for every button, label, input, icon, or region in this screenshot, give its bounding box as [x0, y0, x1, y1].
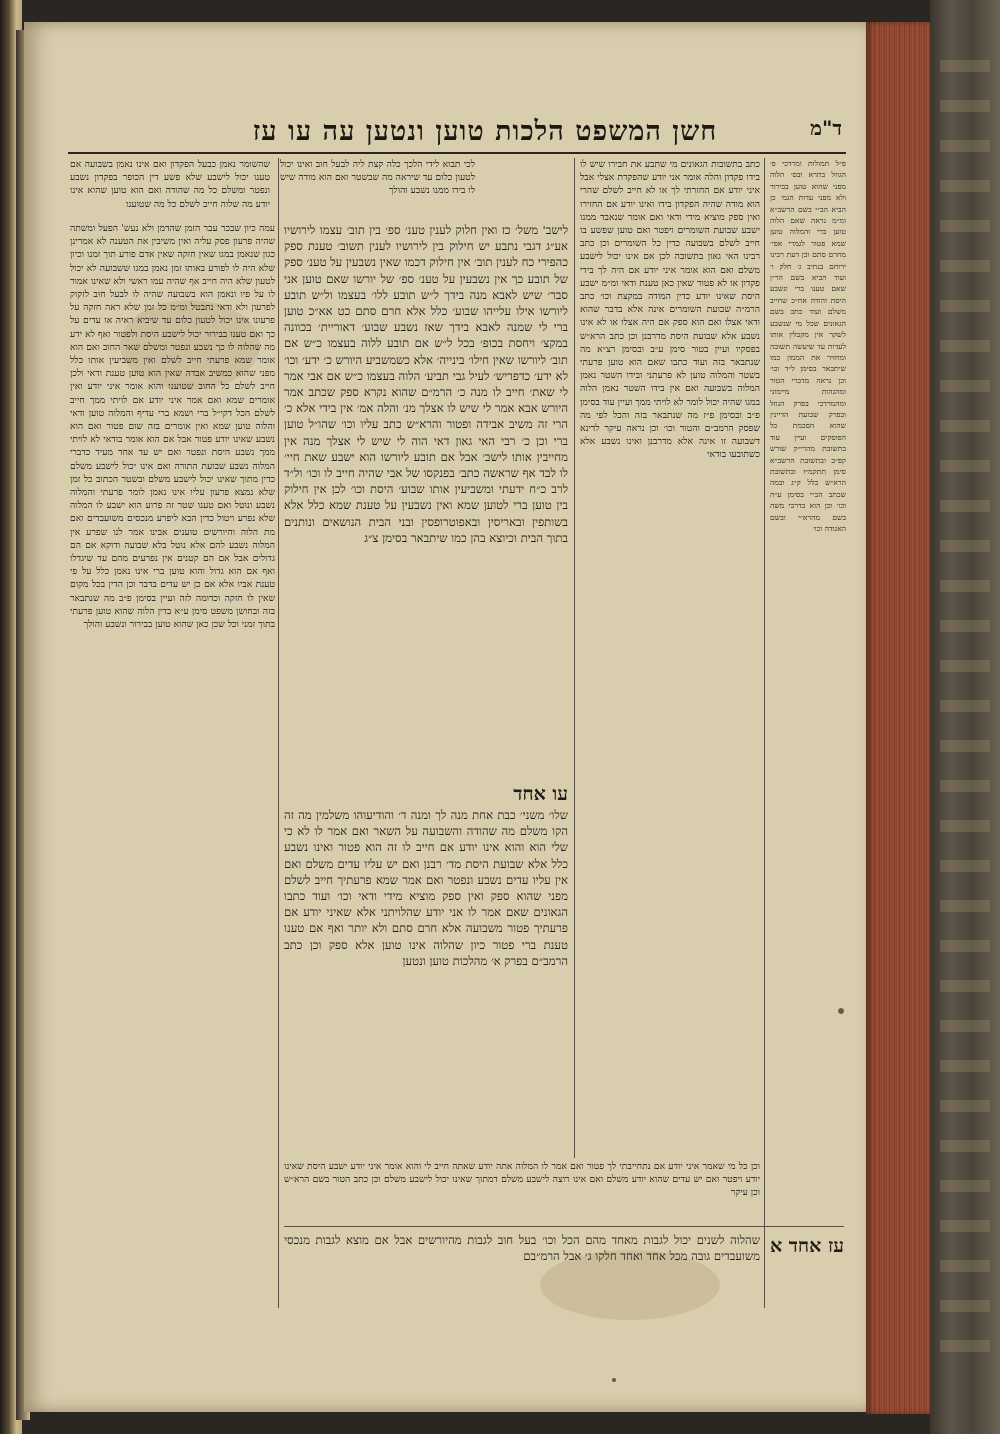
- seif-heading: עו אחד: [513, 783, 568, 805]
- marginal-gloss-column: פ״ל תמולות ומרדכי פ׳ הגוזל בתרא ובס׳ הלוה מפני שהוא טוען בבירור ולא מפני עדות הגמ׳ כן הביא הב״י בשם הרשב״א ומ״מ נראה שאם הלוה טוען ברי והמלוה טוען שמא פטור לגמרי אפי׳ מחרם סתם וכן דעת רבינו ירוחם בנתיב ג׳ חלק ו׳ ועוד הביא בשם הר״ן שאם טענו ברי ונשבע היסת והודה אח״כ שחייב משלם ועוד כתב בשם הגאונים שכל מי שנשבע לשקר אין מקבלין אותו לעדות עד שיעשה תשובה ומחזיר את הממון כמו שיתבאר בסימן ל״ד וכו׳ וכן נראה מדברי הטור ומהגהות מיימוני ומהמרדכי בפרק הגוזל ובפרק שבועת הדיינין שהוא הסכמת כל הפוסקים ועיין עוד בתשובת מהרי״ק שורש קפ״ב ובתשובת הרשב״א סימן תתקמ״ז ובתשובת הרא״ש כלל ק״ג ובמה שכתב הב״י בסימן ע״ה וכו׳ וכן הוא בדרכי משה בשם מהרא״י ובשם האגודה וכו׳: [770, 159, 846, 533]
- bottom-seif-heading: עז אחד א: [769, 1235, 844, 1257]
- commentary-left-column: עמה כיון שבכר עבר הזמן שהדמן ולא נעש' הפעל ומשתה שהיה פרעון פסק עליה ואין משיבין את הטענה לא אמרינן כגון שנאמן במגו שאין חזקה שאין אדם פורע תוך זמנו וכיון שלא היה לו לפורע באותו זמן נאמן במגו ששבועה לא יכול לטעון שלא היה חייב אף שהיה עמו ראשי ולא שאינו אמור לו על פיו ונאמן הוא בשבועה שהיה לו לבעל חוב לזקוק לפרעון ולא ודאי נתבטל ומ״מ כל זמן שלא ראה חזקה על פרעונו אינו יכול לטעון כלום עד שיביא ראיה או עדים על כך ואם טענו בבירור יכול לישבע היסת ולפטור ואף לא ידע מה שהלוה לו כך נשבע ונפטר ומשלם שאר החוב ואם הוא אומר שמא פרעתי חייב לשלם ואין משביעין אותו כלל מפני שהוא כמשיב אבדה שאין הוא טוען טענת ודאי ולכן חייב לשלם כל החוב שטוענו והוא אומר איני יודע ואין אומרים שמא ואם אמר איני יודע אם לויתי ממך חייב לשלם הכל דקי״ל ברי ושמא ברי עדיף והמלוה טוען ודאי והלוה טוען שמא ואין אומרים בזה שום פטור ואם הוא נשבע שאינו יודע פטור אבל אם הוא אומר בודאי לא לויתי ממך נשבע היסת ונפטר ואם יש עד אחד מעיד כדברי המלוה נשבע שבועת התורה ואם אינו יכול לישבע משלם כדין מתוך שאינו יכול לישבע משלם ובשטר הכתוב כל זמן שלא נמצא פרעון עליו אינו נאמן לומר פרעתי והמלוה נשבע ונוטל ואם טענו שטר זה פרוע הוא ישבע לו המלוה שלא נפרע ויטול כדין הבא ליפרע מנכסים משועבדים ואם מת הלוה והיורשים טוענים אבינו אמר לנו שפרע אין המלוה נשבע להם אלא נוטל בלא שבועה ודוקא אם הם גדולים אבל אם הם קטנים אין נפרעים מהם עד שיגדלו ואף אם הוא גדול והוא טוען ברי אינו נאמן כלל על פי טענת אביו אלא אם כן יש עדים בדבר וכן הדין בכל מקום שאין לו חזקה וכדומה לזה ועיין בסימן פ״ב מה שנתבאר בזה ובחושן משפט סימן ע״א בדין הלוה שהוא טוען פרעתי בתוך זמני וכל שכן כאן שהוא טוען בבירור ונשבע והולך: [70, 223, 275, 631]
- main-text-lower-body: שלו׳ משני׳ כבת אחת מנה לך ומנה ד׳ והודיעוהו משלמין מה זה הקו משלם מה שהודה והשבועה על השאר ואם אמר לו לא כי שלי הוא והוא אינו יודע אם חייב לו זה הוא פטור ואינו נשבע כלל אלא שבועת היסת מד׳ רבנן ואם יש עליו עדים משלם ואם אין עליו עדים נשבע ונפטר ואם אמר שמא פרעתיך חייב לשלם מפני שהוא ספק ואין ספק מוציא מידי ודאי וכו׳ ועוד כתבו הגאונים שאם אמר לו אני יודע שהלויתני אלא שאיני יודע אם פרעתיך פטור משבועה אלא חרם סתם ולא יותר ואף אם טענו טענת ברי פטור כיון שהלוה אינו טוען אלא ספק וכן כתב הרמב״ם בפרק א׳ מהלכות טוען ונטען: [284, 808, 568, 968]
- commentary-bottom-center: וכן כל מי שאמר איני יודע אם נתחייבתי לך פטור ואם אמר לו המלוה אתה יודע שאתה חייב לי והוא אומר איני יודע ישבע היסת שאינו יודע ויפטר ואם יש עדים שהוא יודע משלם ואם אינו רוצה לישבע משלם דמתוך שאינו יכול לישבע משלם וכן כתב הטור בשם הרא״ש וכן עיקר: [284, 1161, 760, 1199]
- bottom-section: [284, 1232, 844, 1304]
- bottom-section-body: שהלוה לשנים יכול לגבות מאחד מהם הכל וכו׳ בעל חוב לגבות מהיורשים אבל אם מוצא לגבות מנכסי משועבדים גובה מכל אחד ואחד חלקו ג׳ אבל הרמ״בם: [284, 1233, 760, 1264]
- binding-wear: [940, 60, 990, 1360]
- commentary-top-middle: לכי תבוא לידי הלכך כלה קצת ליה לבעל חוב ואינו יכול לטעון כלום עד שיראה מה שבשטר ואם הוא מודה שיש לו בידו ממנו נשבע והולך: [280, 159, 475, 197]
- fore-edge-red: [866, 22, 936, 1414]
- running-head-title: חשן המשפט הלכות טוען ונטען עה עו עז: [252, 116, 718, 147]
- folio-number: ד"מ: [810, 116, 842, 140]
- column-rule: [278, 158, 279, 1308]
- commentary-top-left: שהשומר נאמן כבעל הפקדון ואם אינו נאמן בשבועה אם טענו יכול לישבע שלא פשע דין הכופר בפקדון נשבע ונפטר ומשלם כל מה שהודה ואם הוא טוען שהוא אינו יודע מה שלוה חייב לשלם כל מה שטוענו: [70, 159, 270, 210]
- main-text-upper: לישב' משל׳ כז ואין חלוק לענין טענ׳ ספ׳ בין תוב׳ עצמו לירושיו אע״ג דגבי נתבע יש חילוק בין לירושיו לענין תשוב׳ טענת ספק כהפירי כח לענין תוב׳ אין חילוק דכמו שאין נשבעין על טענ׳ ספק של תובע כך אין נשבעין על טענ׳ ספ׳ של יורשו שאם טוען אני סבר׳ שיש לאבא מנה בידך ל״ש תובע ללו׳ בעצמו ול״ש תובע ליורשו אילו עלייהו שבוע׳ כלל אלא חרם סתם כט אא״כ טוען ברי לי שמנה לאבא בידך שאז נשבע שבוע׳ דאוריית׳ בכוונה במקצ׳ ויחסת בכופ׳ בכל ל״ש אם תובע ללוה בעצמו כ״ש אם תוב׳ ליורשו שאין חילו׳ בינייה׳ אלא כשמשביע היורש כ׳ ידע׳ וכו׳ לא ידע׳ כדפריש׳ לעיל גבי תביע׳ הלוה בעצמו כ״ש אם אבי אמר לי שאת׳ חייב לו מנה כ׳ הרמ״ם שהוא נקרא ספק שכתב אמר היורש אבא אמר לי שיש לו אצלך מנ׳ והלה אמ׳ אין בידי אלא כ׳ הרי זה משיב אבידה ופטור והרא״ש כתב עליו וכו׳ שהו״ל טוען ברי וכן כ׳ רבי האי גאון דאי הוה לי שיש לי אצלך מנה אין מחייבין אותו לישב׳ אבל אם תובע ליורשו הוא ישבע שאת חיי׳ לו לבד אף שראשה כתב׳ בפנקסו של אבי שהיה חייב לו וכו׳ ול״ד לרב כ״ח ידעתי ומשביעין אותו שבוע׳ היסת וכו׳ לכן אין חילוק בין טוען ברי לטוען שמא ואין נשבעין על טענת שמא כלל אלא בשותפין ובאריסין ובאפוטרופסין ובני הבית הנושאים ונותנים בתוך הבית וכיוצא בהן כמו שיתבאר בסימן צ״ג: [284, 223, 568, 545]
- commentary-right-column: כתב בתשובות הגאונים מי שתבע את חבירו שיש לו בידו פקדון והלה אומר אני יודע שהפקדת אצלי אבל איני יודע אם החזרתי לך או לא חייב לשלם שהרי הוא מודה שהיה הפקדון בידו ואינו יודע אם החזירו ואין ספק מוציא מידי ודאי ואם אומר שנאבד ממנו ישבע שבועת השומרים ויפטר ואם טוען שפשע בו חייב לשלם בשבועה כדין כל השומרים וכן כתב רבינו האי גאון בתשובה לכן אם אינו יכול לישבע משלם ואם הוא אומר איני יודע אם היה לך בידי פקדון או לא פטור שאין כאן טענת ודאי ומ״מ ישבע היסת שאינו יודע כדין המודה במקצת וכו׳ כתב הרמ״ה שבועת השומרים אינה אלא בדבר שהוא ודאי אצלו ואם הוא ספק אם היה אצלו או לא אינו נשבע אלא שבועת היסת מדרבנן וכן כתב הרא״ש בפסקיו ועיין בטור סימן ע״ב ובסימן רצ״א מה שנתבאר בזה ועוד כתבו שאם הוא טוען פרעתי בשטר והמלוה טוען לא פרעתני ובידו השטר נאמן המלוה בשבועה ואם אין בידו השטר נאמן הלוה במגו שהיה יכול לומר לא לויתי ממך ועיין עוד בסימן פ״ב ובסימן פ״ז מה שנתבאר בזה והכל לפי מה שפסק הרמב״ם והטור וכו׳ וכן נראה עיקר לדינא דשבועה זו אינה אלא מדרבנן ואינו נשבע אלא כשתובעו בודאי: [580, 159, 760, 461]
- ink-spot: [838, 1008, 844, 1014]
- main-text-lower: [284, 780, 568, 1150]
- column-rule: [574, 158, 575, 1158]
- header-rule: [68, 152, 846, 154]
- row-rule: [284, 1226, 844, 1227]
- column-rule: [764, 158, 765, 1308]
- ink-spot: [612, 1378, 616, 1382]
